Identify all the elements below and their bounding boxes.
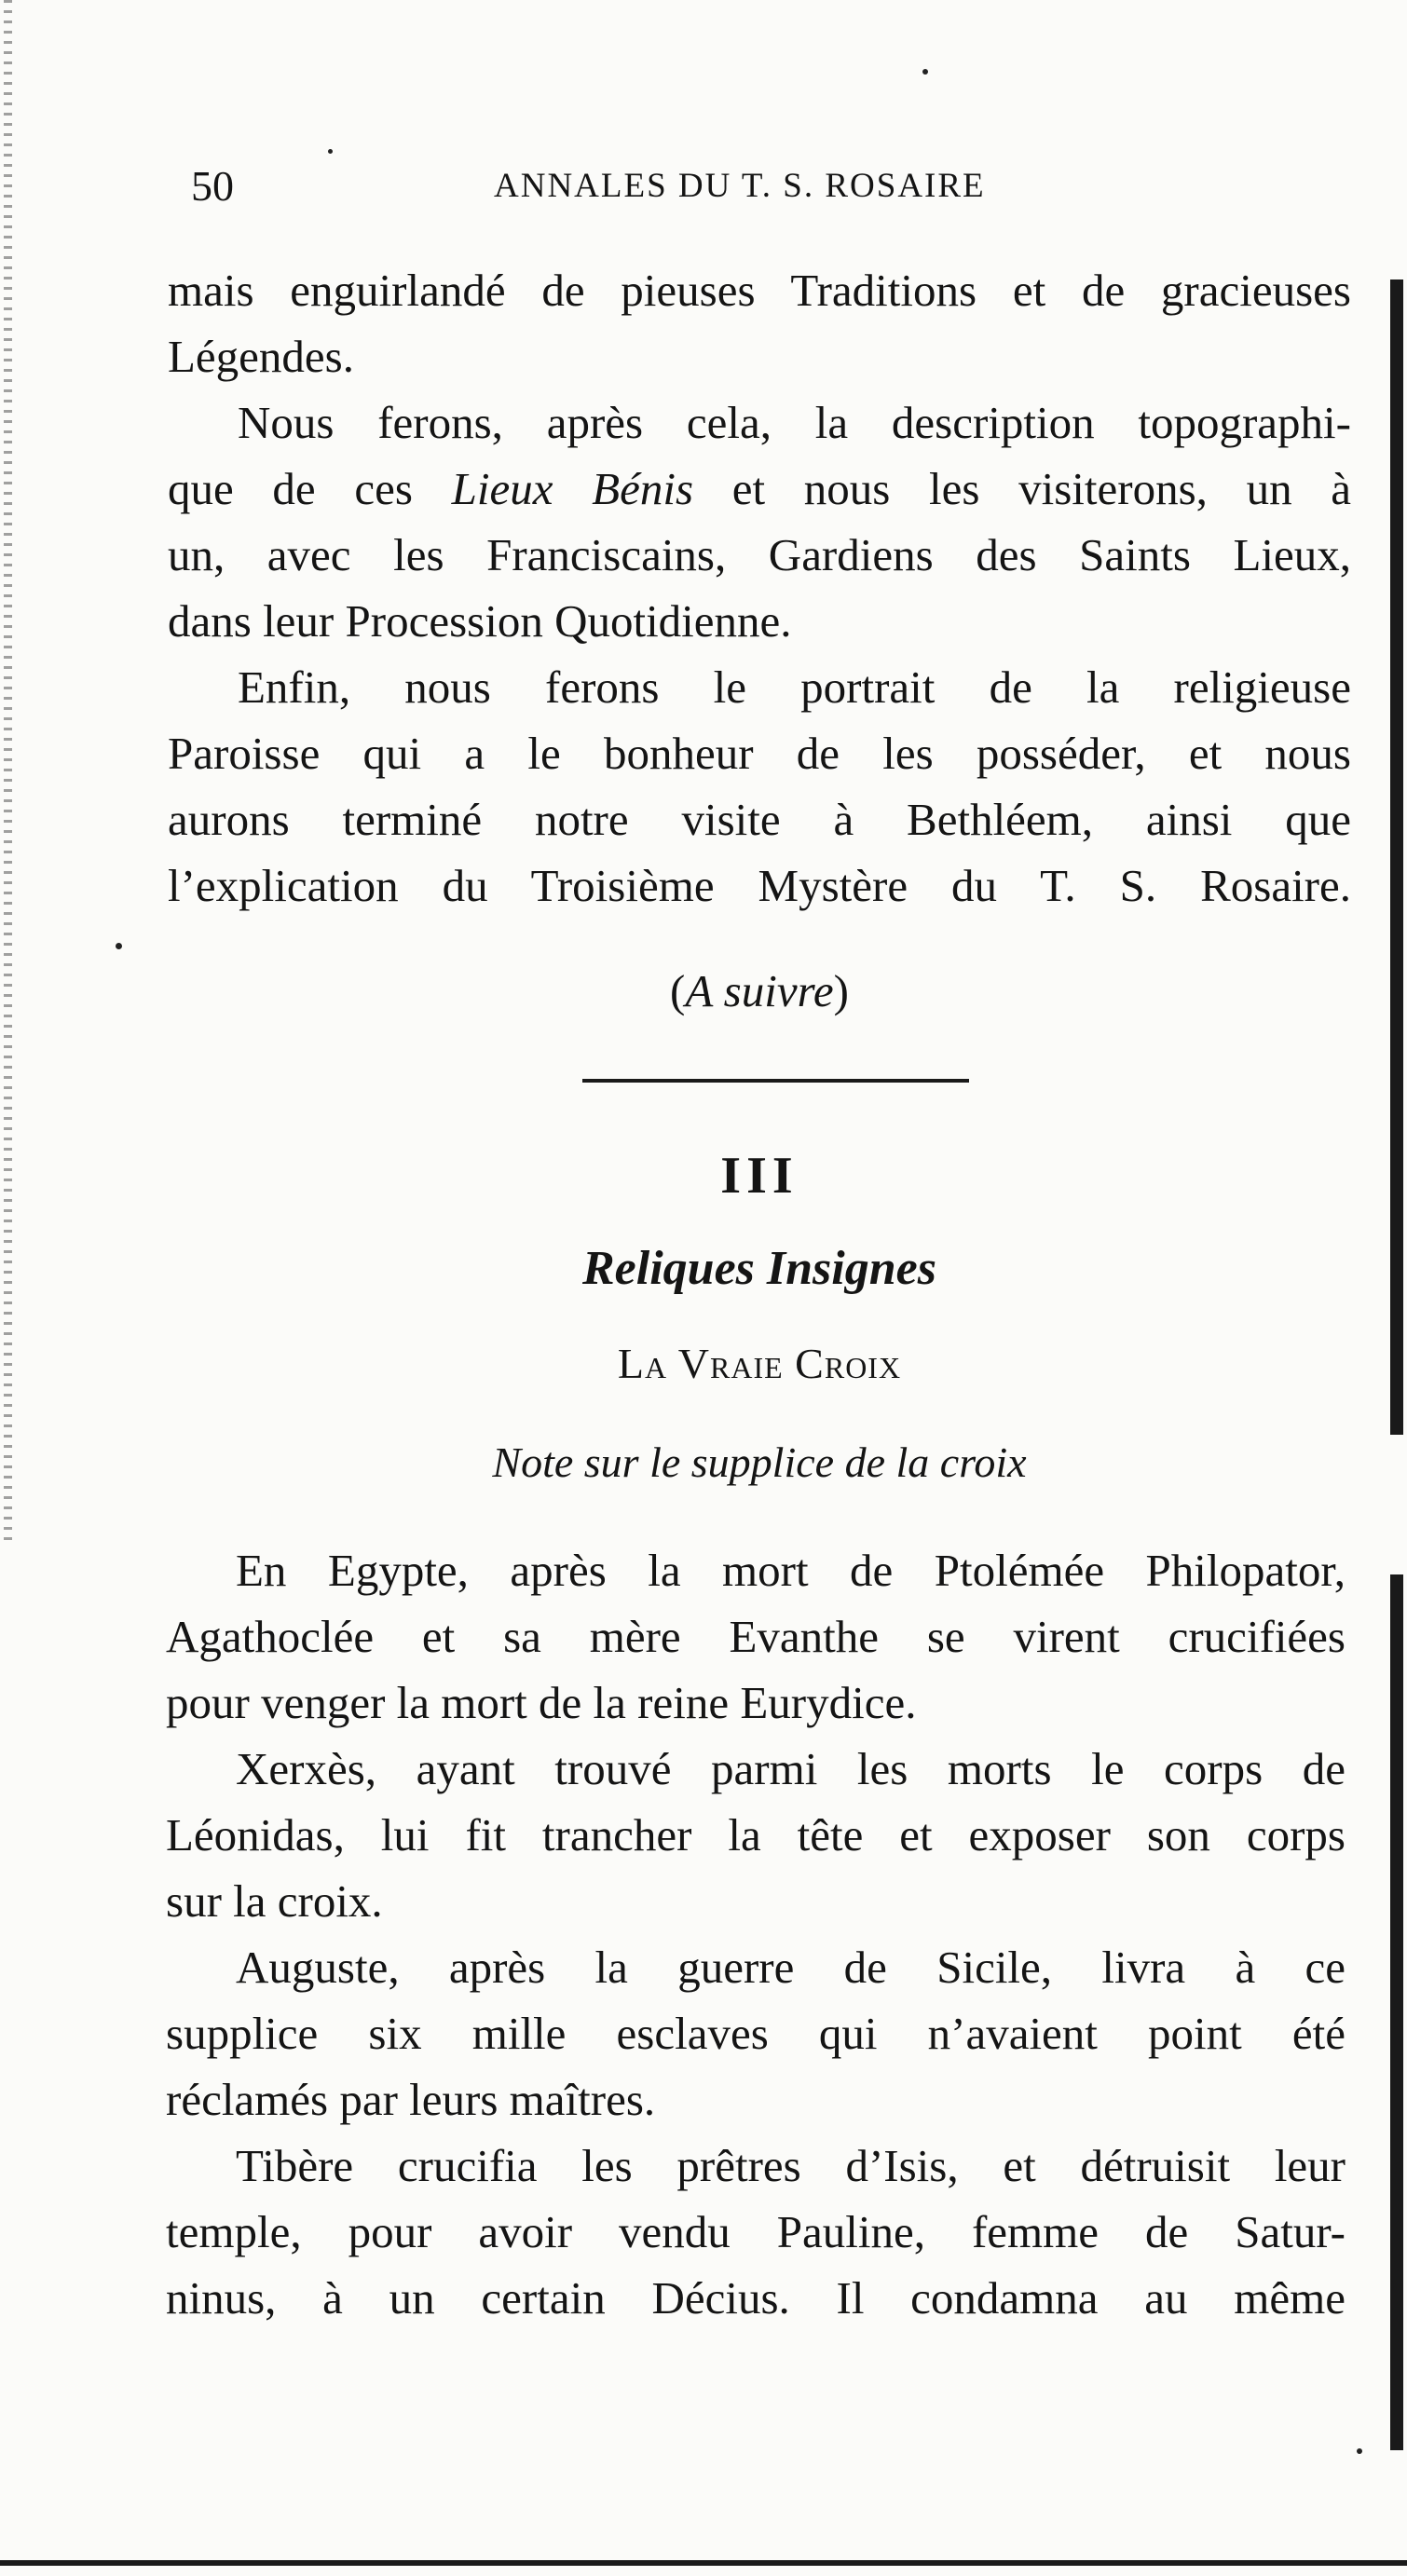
text-segment: que de ces [168, 463, 452, 514]
scan-speck [922, 69, 928, 75]
continuation-text [168, 257, 1351, 919]
scan-bottom-edge [0, 2560, 1407, 2566]
text-line: aurons terminé notre visite à Bethléem, ainsi que [168, 794, 1351, 845]
text-line: sur la croix. [166, 1875, 383, 1927]
scan-speck [116, 943, 122, 949]
running-title: ANNALES DU T. S. ROSAIRE [494, 167, 986, 205]
running-head [191, 158, 1123, 214]
scan-speck [328, 149, 333, 154]
page-number: 50 [191, 162, 234, 210]
to-be-continued-text: A suivre [685, 965, 834, 1016]
text-line: Tibère crucifia les prêtres d’Isis, et détruisit leur [236, 2140, 1346, 2191]
text-line: Paroisse qui a le bonheur de les posséder, et nous [168, 728, 1351, 779]
text-line: supplice six mille esclaves qui n’avaient point été [166, 2008, 1346, 2059]
section-divider [582, 1079, 969, 1083]
section-title: Reliques Insignes [582, 1242, 936, 1295]
text-line: réclamés par leurs maîtres. [166, 2074, 656, 2125]
text-line: Léonidas, lui fit trancher la tête et exposer son corps [166, 1809, 1346, 1860]
scan-speck [1357, 2448, 1362, 2454]
section-body-text [166, 1537, 1346, 2331]
text-line: Légendes. [168, 331, 354, 382]
text-line: temple, pour avoir vendu Pauline, femme de Satur- [166, 2206, 1346, 2257]
text-line: dans leur Procession Quotidienne. [168, 595, 792, 647]
text-line: Agathoclée et sa mère Evanthe se virent crucifiées [166, 1611, 1346, 1662]
scan-right-edge [1390, 279, 1403, 2450]
text-line: En Egypte, après la mort de Ptolémée Philopator, [236, 1545, 1346, 1596]
section-subtitle: La Vraie Croix [617, 1340, 902, 1387]
text-line: Enfin, nous ferons le portrait de la religieuse [238, 661, 1351, 713]
text-line: pour venger la mort de la reine Eurydice. [166, 1677, 917, 1728]
text-line: l’explication du Troisième Mystère du T. S. Rosaire. [168, 860, 1351, 911]
text-line: Xerxès, ayant trouvé parmi les morts le corps de [236, 1743, 1346, 1794]
text-segment: et nous les visiterons, un à [693, 463, 1351, 514]
section-note: Note sur le supplice de la croix [492, 1438, 1027, 1486]
italic-phrase: Lieux Bénis [451, 463, 694, 514]
to-be-continued: (A suivre) [670, 965, 849, 1016]
text-line: Auguste, après la guerre de Sicile, livra à ce [236, 1942, 1346, 1993]
text-line [168, 456, 1351, 522]
section-number: III [720, 1147, 799, 1205]
text-line: un, avec les Franciscains, Gardiens des Saints Lieux, [168, 529, 1351, 580]
scan-right-edge-gap [1388, 1435, 1407, 1574]
text-line: mais enguirlandé de pieuses Traditions et de gracieuses [168, 265, 1351, 316]
text-line: Nous ferons, après cela, la description topographi- [238, 397, 1351, 448]
scan-left-edge [4, 0, 12, 1547]
text-line: ninus, à un certain Décius. Il condamna au même [166, 2272, 1346, 2324]
